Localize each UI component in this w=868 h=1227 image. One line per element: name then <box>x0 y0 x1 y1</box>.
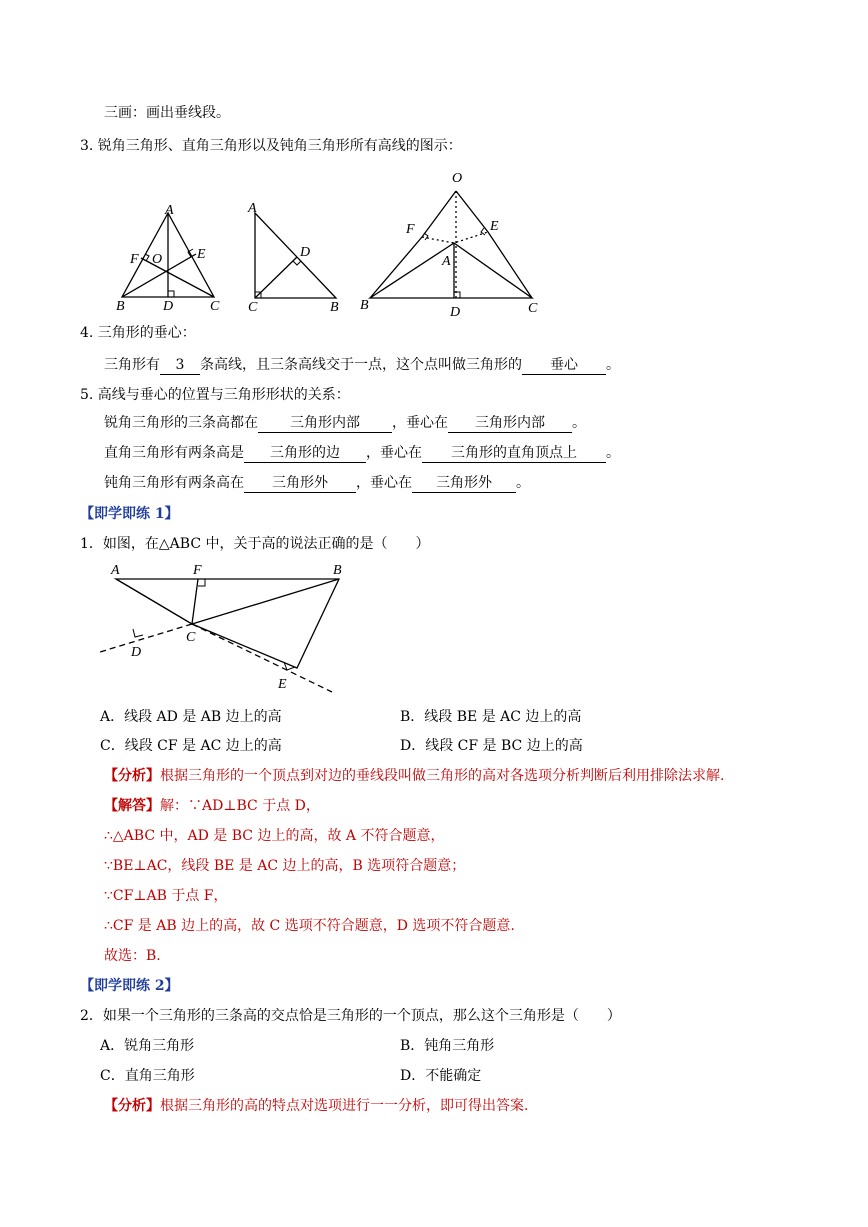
answer-tag: 【解答】 <box>104 798 160 814</box>
analysis-tag: 【分析】 <box>104 768 160 784</box>
q1-answer-line: ∴CF 是 AB 边上的高，故 C 选项不符合题意，D 选项不符合题意. <box>104 918 515 934</box>
obtuse-triangle-figure <box>360 171 538 320</box>
figure-label: C <box>210 299 220 314</box>
blank-answer: 三角形外 <box>412 475 516 493</box>
q2-option-a: A．锐角三角形 <box>100 1038 195 1054</box>
obtuse-relation-sentence <box>104 473 530 493</box>
q1-option-a: A．线段 AD 是 AB 边上的高 <box>100 709 282 725</box>
figure-label: A <box>248 201 257 216</box>
text: 钝角三角形有两条高在 <box>104 475 244 491</box>
answer-text: 解：∵AD⊥BC 于点 D， <box>160 798 320 814</box>
text: ，垂心在 <box>366 445 422 461</box>
right-relation-sentence <box>104 443 620 463</box>
q1-option-c: C．线段 CF 是 AC 边上的高 <box>100 738 282 754</box>
q2-option-d: D．不能确定 <box>400 1068 482 1084</box>
blank-answer: 3 <box>160 357 200 375</box>
text: 。 <box>516 475 530 491</box>
blank-answer: 垂心 <box>522 357 606 375</box>
figure-label: D <box>131 645 142 660</box>
blank-answer: 三角形内部 <box>448 415 572 433</box>
figure-label: C <box>528 301 538 316</box>
figure-label: F <box>130 252 139 267</box>
q1-answer-line: ∵BE⊥AC，线段 BE 是 AC 边上的高，B 选项符合题意； <box>104 858 466 874</box>
figure-label: A <box>111 563 120 578</box>
figure-label: B <box>333 563 342 578</box>
figure-label: D <box>300 245 311 260</box>
figure-label: B <box>360 298 369 313</box>
figure-label: O <box>152 252 163 267</box>
orthocenter-sentence <box>104 355 620 375</box>
q1-answer-line: ∵CF⊥AB 于点 F， <box>104 888 228 904</box>
analysis-text: 根据三角形的一个顶点到对边的垂线段叫做三角形的高对各选项分析判断后利用排除法求解. <box>160 768 725 784</box>
text: ，垂心在 <box>392 415 448 431</box>
figure-label: A <box>442 254 451 269</box>
text: 。 <box>572 415 586 431</box>
acute-relation-sentence <box>104 413 586 433</box>
q1-answer-line: 故选：B. <box>104 948 161 964</box>
figure-label: D <box>450 305 461 320</box>
practice-2-header: 【即学即练 2】 <box>80 978 179 994</box>
figure-label: A <box>165 203 174 218</box>
q1-analysis <box>104 766 724 786</box>
figure-label: F <box>193 563 202 578</box>
practice-1-header: 【即学即练 1】 <box>80 506 179 522</box>
q2-option-c: C．直角三角形 <box>100 1068 195 1084</box>
figure-label: C <box>186 630 196 645</box>
altitude-figures <box>100 160 560 325</box>
text: 。 <box>606 445 620 461</box>
acute-triangle-figure <box>116 203 220 314</box>
q1-option-b: B．线段 BE 是 AC 边上的高 <box>400 709 582 725</box>
figure-label: E <box>278 677 287 692</box>
text: 三角形有 <box>104 357 160 373</box>
figure-label: E <box>490 219 499 234</box>
text: 。 <box>606 357 620 373</box>
right-triangle-figure <box>247 201 339 315</box>
question-2: 2．如果一个三角形的三条高的交点恰是三角形的一个顶点，那么这个三角形是（ ） <box>80 1008 621 1024</box>
item-4-heading: 4. 三角形的垂心： <box>80 325 196 341</box>
analysis-text: 根据三角形的高的特点对选项进行一一分析，即可得出答案. <box>160 1098 529 1114</box>
q1-answer-line: ∴△ABC 中，AD 是 BC 边上的高，故 A 不符合题意， <box>104 828 445 844</box>
blank-answer: 三角形的直角顶点上 <box>422 445 606 463</box>
figure-label: F <box>406 222 415 237</box>
text: 直角三角形有两条高是 <box>104 445 244 461</box>
question-1: 1．如图，在△ABC 中，关于高的说法正确的是（ ） <box>80 536 430 552</box>
figure-label: E <box>197 247 206 262</box>
text: 锐角三角形的三条高都在 <box>104 415 258 431</box>
item-3-heading: 3. 锐角三角形、直角三角形以及钝角三角形所有高线的图示： <box>80 138 462 154</box>
question-1-figure <box>95 558 340 693</box>
blank-answer: 三角形内部 <box>258 415 392 433</box>
q2-option-b: B．钝角三角形 <box>400 1038 495 1054</box>
text-line-draw-perpendicular: 三画：画出垂线段。 <box>104 105 230 121</box>
figure-label: B <box>116 299 125 314</box>
figure-label: D <box>163 299 174 314</box>
figure-label: B <box>330 300 339 315</box>
figure-label: O <box>452 171 463 186</box>
q2-analysis <box>104 1096 528 1116</box>
figure-label: C <box>248 300 258 315</box>
item-5-heading: 5. 高线与垂心的位置与三角形形状的关系： <box>80 387 350 403</box>
text: ，垂心在 <box>356 475 412 491</box>
analysis-tag: 【分析】 <box>104 1098 160 1114</box>
blank-answer: 三角形外 <box>244 475 356 493</box>
text: 条高线，且三条高线交于一点，这个点叫做三角形的 <box>200 357 522 373</box>
q1-option-d: D．线段 CF 是 BC 边上的高 <box>400 738 583 754</box>
q1-answer <box>104 796 320 816</box>
blank-answer: 三角形的边 <box>244 445 366 463</box>
